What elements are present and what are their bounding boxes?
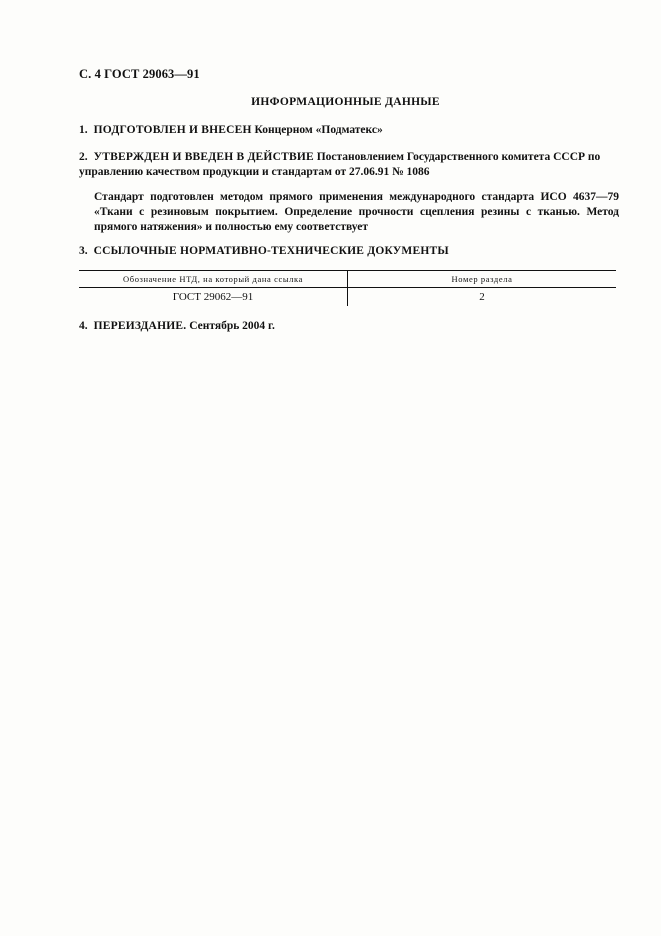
item-caption: ПЕРЕИЗДАНИЕ. [93,320,187,332]
item-number: 4. [79,320,88,332]
item-text: Концерном «Подматекс» [254,124,383,136]
table-header-row [79,271,616,288]
page-header: С. 4 ГОСТ 29063—91 [79,67,200,81]
item-number: 3. [79,245,88,257]
reference-table [79,270,616,306]
item-caption: ПОДГОТОВЛЕН И ВНЕСЕН [93,124,252,136]
item-4-reissue [79,319,619,334]
item-text: Постановлением Государственного комитета СССР по управлению качеством продукции и стандартам от 27.06.91 № 1086 [79,151,601,178]
item-2-approved [79,150,619,180]
table-cell-section: 2 [479,291,485,303]
item-caption: ССЫЛОЧНЫЕ НОРМАТИВНО-ТЕХНИЧЕСКИЕ ДОКУМЕНТЫ [93,245,449,257]
section-title-text: ИНФОРМАЦИОННЫЕ ДАННЫЕ [251,96,440,108]
item-3-references [79,244,619,259]
item-number: 2. [79,151,88,163]
item-1-prepared [79,123,619,138]
column-header-section: Номер раздела [348,271,617,288]
item-text: Сентябрь 2004 г. [189,320,275,332]
section-title [0,96,661,108]
table-row [79,288,616,307]
table-cell-designation: ГОСТ 29062—91 [79,288,348,307]
column-header-designation: Обозначение НТД, на который дана ссылка [79,271,348,288]
item-caption: УТВЕРЖДЕН И ВВЕДЕН В ДЕЙСТВИЕ [93,151,314,163]
item-number: 1. [79,124,88,136]
standard-note: Стандарт подготовлен методом прямого применения международного стандарта ИСО 4637—79 «Ткани с резиновым покрытием. Определение прочности сцепления резины с тканью. Метод прямого натяжения» и полностью ему соответствует [94,191,619,233]
